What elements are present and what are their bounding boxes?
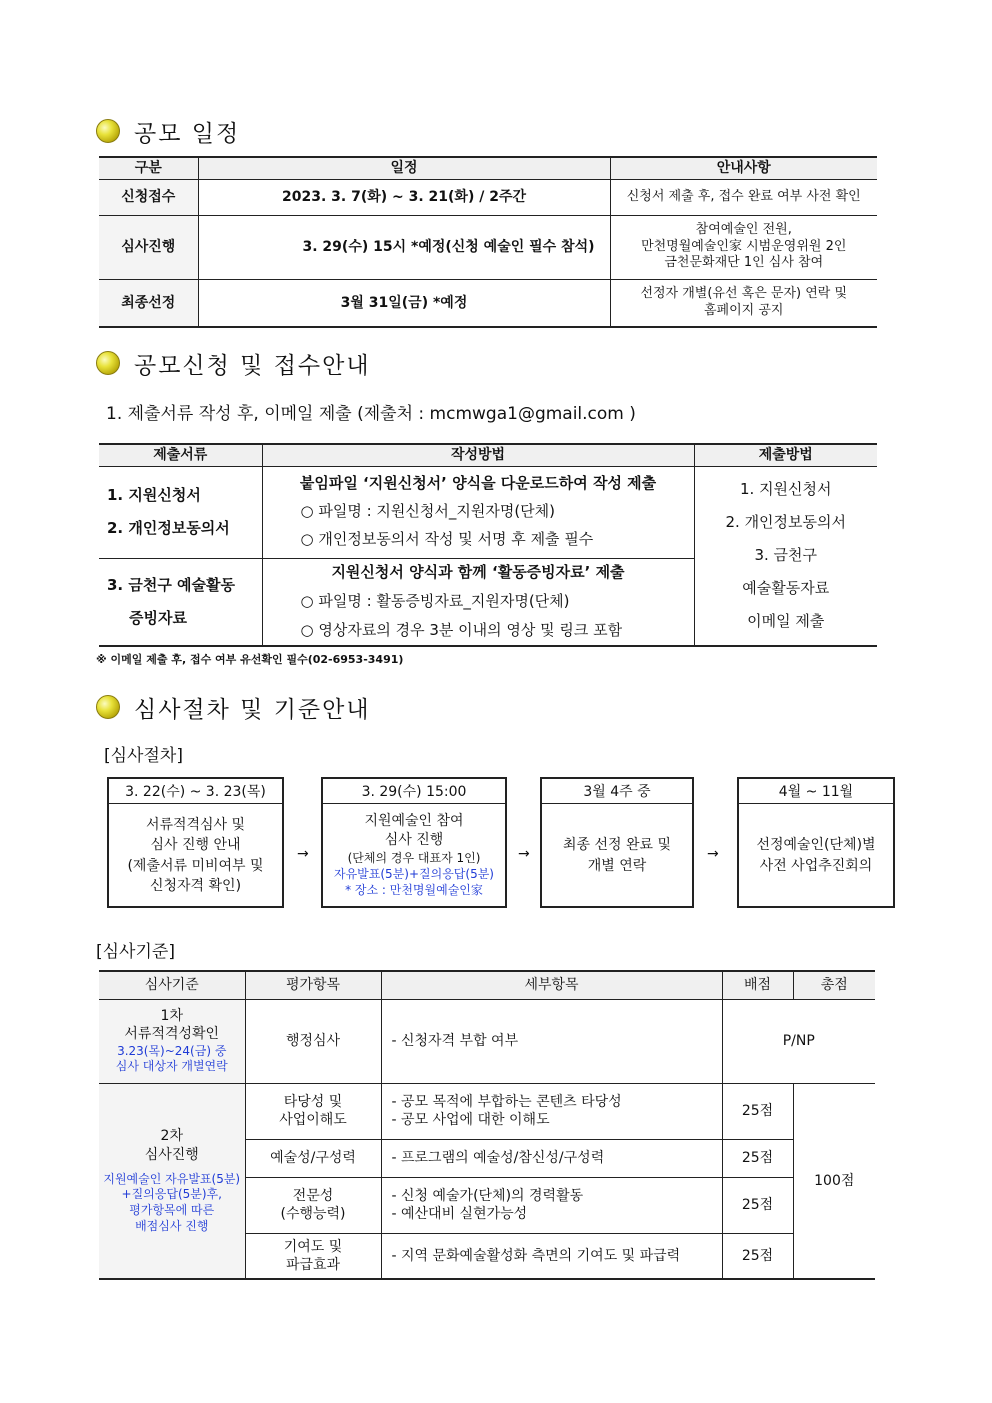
detail-line: - 예산대비 실현가능성 xyxy=(391,1206,528,1222)
round-note: 배점심사 진행 xyxy=(135,1218,209,1233)
doc-cell xyxy=(99,466,262,558)
note-line: 홈페이지 공지 xyxy=(704,302,784,318)
step-line: 선정예술인(단체)별 xyxy=(756,837,876,854)
submit-way-line: 예술활동자료 xyxy=(742,579,830,598)
round-note: +질의응답(5분)후, xyxy=(121,1187,222,1202)
note-line: 참여예술인 전원, xyxy=(695,221,792,237)
section-title-text: 공모 일정 xyxy=(134,120,241,147)
item-cell: 예술성/구성력 xyxy=(245,1139,381,1177)
section-title-schedule xyxy=(96,114,240,148)
step-head: 3. 22(수) ~ 3. 23(목) xyxy=(109,779,282,804)
table-header: 배점 xyxy=(722,971,793,999)
score-cell: 25점 xyxy=(722,1233,793,1279)
step-line: 심사 진행 xyxy=(384,832,444,849)
doc-line: 1. 지원신청서 xyxy=(107,486,201,504)
table-header: 작성방법 xyxy=(262,444,694,466)
table-header: 총점 xyxy=(793,971,875,999)
item-cell xyxy=(245,1083,381,1139)
item-line: 전문성 xyxy=(292,1187,334,1204)
table-header: 구분 xyxy=(99,157,198,179)
table-header: 심사기준 xyxy=(99,971,245,999)
detail-cell xyxy=(381,1177,722,1233)
doc-cell xyxy=(99,558,262,646)
row-note xyxy=(610,279,877,327)
step-head: 3. 29(수) 15:00 xyxy=(323,779,505,804)
table-header: 세부항목 xyxy=(381,971,722,999)
round-note: 3.23(목)~24(금) 중 xyxy=(117,1043,227,1058)
score-cell: 25점 xyxy=(722,1139,793,1177)
table-row xyxy=(99,215,877,279)
score-cell: 25점 xyxy=(722,1177,793,1233)
row-date: 3월 31일(금) *예정 xyxy=(198,279,610,327)
doc-line: 2. 개인정보동의서 xyxy=(107,519,230,537)
submit-way-cell xyxy=(694,466,877,646)
detail-cell: - 지역 문화예술활성화 측면의 기여도 및 파급력 xyxy=(381,1233,722,1279)
yellow-bullet-icon xyxy=(96,695,120,719)
method-title: 붙임파일 ‘지원신청서’ 양식을 다운로드하여 작성 제출 xyxy=(299,474,657,493)
table-header: 안내사항 xyxy=(610,157,877,179)
submit-way-line: 이메일 제출 xyxy=(747,612,825,631)
note-line: 금천문화재단 1인 심사 참여 xyxy=(664,255,824,271)
round-title: 서류적격성확인 xyxy=(124,1026,220,1043)
step-line-blue: * 장소 : 만천명월예술인家 xyxy=(345,883,483,898)
detail-line: - 공모 목적에 부합하는 콘텐츠 타당성 xyxy=(391,1093,622,1110)
arrow-right-icon: → xyxy=(518,846,530,862)
section-title-review xyxy=(96,690,371,724)
table-row xyxy=(99,466,877,558)
row-note xyxy=(610,215,877,279)
detail-line: - 공모 사업에 대한 이해도 xyxy=(391,1112,550,1128)
item-line: 타당성 및 xyxy=(283,1093,343,1110)
item-line: 기여도 및 xyxy=(283,1238,343,1255)
step-line: 사전 사업추진회의 xyxy=(759,857,873,874)
table-row xyxy=(99,179,877,215)
item-line: (수행능력) xyxy=(280,1206,346,1222)
row-category: 신청접수 xyxy=(99,179,198,215)
yellow-bullet-icon xyxy=(96,351,120,375)
footnote: ※ 이메일 제출 후, 접수 여부 유선확인 필수(02-6953-3491) xyxy=(96,653,404,666)
detail-cell xyxy=(381,1083,722,1139)
process-step-4 xyxy=(737,777,895,908)
step-body xyxy=(739,804,893,907)
row-date: 2023. 3. 7(화) ~ 3. 21(화) / 2주간 xyxy=(198,179,610,215)
step-line: 최종 선정 완료 및 xyxy=(562,837,672,854)
submit-way-line: 1. 지원신청서 xyxy=(739,480,832,499)
method-item: ○ 개인정보동의서 작성 및 서명 후 제출 필수 xyxy=(300,530,594,549)
total-cell: 100점 xyxy=(793,1083,875,1279)
arrow-right-icon: → xyxy=(707,846,719,862)
step-line-blue: 자유발표(5분)+질의응답(5분) xyxy=(334,867,494,882)
round-note: 지원예술인 자유발표(5분) xyxy=(103,1171,241,1186)
process-step-3 xyxy=(540,777,694,908)
score-cell: P/NP xyxy=(722,999,875,1083)
step-body xyxy=(323,804,505,907)
section-title-text: 심사절차 및 기준안내 xyxy=(134,696,371,723)
detail-cell: - 신청자격 부합 여부 xyxy=(381,999,722,1083)
doc-line: 증빙자료 xyxy=(129,608,187,627)
doc-line: 3. 금천구 예술활동 xyxy=(107,575,236,594)
table-header: 제출서류 xyxy=(99,444,262,466)
item-cell xyxy=(245,1177,381,1233)
round-cell xyxy=(99,1083,245,1279)
section-title-text: 공모신청 및 접수안내 xyxy=(134,352,371,379)
table-header: 제출방법 xyxy=(694,444,877,466)
step-line: 신청자격 확인) xyxy=(149,877,242,894)
table-row xyxy=(99,999,875,1083)
step-line: (단체의 경우 대표자 1인) xyxy=(347,851,481,866)
round-title: 2차 xyxy=(160,1128,183,1145)
section-title-apply xyxy=(96,346,371,380)
method-cell xyxy=(262,558,694,646)
row-date: 3. 29(수) 15시 *예정(신청 예술인 필수 참석) xyxy=(198,215,610,279)
note-line: 만천명월예술인家 시범운영위원 2인 xyxy=(641,238,847,254)
table-header: 일정 xyxy=(198,157,610,179)
method-item: ○ 파일명 : 활동증빙자료_지원자명(단체) xyxy=(300,591,570,610)
detail-line: - 신청 예술가(단체)의 경력활동 xyxy=(391,1187,584,1204)
item-cell xyxy=(245,1233,381,1279)
method-item: ○ 영상자료의 경우 3분 이내의 영상 및 링크 포함 xyxy=(300,621,623,639)
step-line: 개별 연락 xyxy=(587,857,647,874)
table-header: 평가항목 xyxy=(245,971,381,999)
submission-intro: 1. 제출서류 작성 후, 이메일 제출 (제출처 : mcmwga1@gmail.com ) xyxy=(106,404,636,424)
round-title: 1차 xyxy=(160,1008,183,1025)
step-body xyxy=(109,804,282,907)
step-head: 4월 ~ 11월 xyxy=(739,779,893,804)
note-line: 선정자 개별(유선 혹은 문자) 연락 및 xyxy=(640,285,848,301)
detail-cell: - 프로그램의 예술성/참신성/구성력 xyxy=(381,1139,722,1177)
item-cell: 행정심사 xyxy=(245,999,381,1083)
round-title: 심사진행 xyxy=(144,1146,199,1163)
process-label: [심사절차] xyxy=(104,746,183,766)
schedule-table xyxy=(99,156,877,328)
row-category: 최종선정 xyxy=(99,279,198,327)
submit-way-line: 3. 금천구 xyxy=(754,546,818,565)
row-category: 심사진행 xyxy=(99,215,198,279)
method-title: 지원신청서 양식과 함께 ‘활동증빙자료’ 제출 xyxy=(331,563,625,581)
yellow-bullet-icon xyxy=(96,119,120,143)
step-line: 심사 진행 안내 xyxy=(150,837,241,854)
round-note: 심사 대상자 개별연락 xyxy=(115,1059,228,1074)
table-row xyxy=(99,279,877,327)
score-cell: 25점 xyxy=(722,1083,793,1139)
item-line: 사업이해도 xyxy=(279,1112,347,1128)
arrow-right-icon: → xyxy=(297,846,309,862)
step-head: 3월 4주 중 xyxy=(542,779,692,804)
row-note: 신청서 제출 후, 접수 완료 여부 사전 확인 xyxy=(610,179,877,215)
criteria-label: [심사기준] xyxy=(96,942,175,962)
round-cell xyxy=(99,999,245,1083)
step-line: (제출서류 미비여부 및 xyxy=(127,857,264,874)
round-note: 평가항목에 따른 xyxy=(129,1202,215,1217)
submit-way-line: 2. 개인정보동의서 xyxy=(725,513,846,532)
step-line: 지원예술인 참여 xyxy=(364,813,464,830)
criteria-table xyxy=(99,970,875,1280)
step-line: 서류적격심사 및 xyxy=(145,816,246,833)
process-step-1 xyxy=(107,777,284,908)
table-row xyxy=(99,1083,875,1139)
process-step-2 xyxy=(321,777,507,908)
method-item: ○ 파일명 : 지원신청서_지원자명(단체) xyxy=(300,501,556,520)
item-line: 파급효과 xyxy=(285,1256,341,1273)
method-cell xyxy=(262,466,694,558)
submission-table xyxy=(99,443,877,647)
step-body xyxy=(542,804,692,907)
